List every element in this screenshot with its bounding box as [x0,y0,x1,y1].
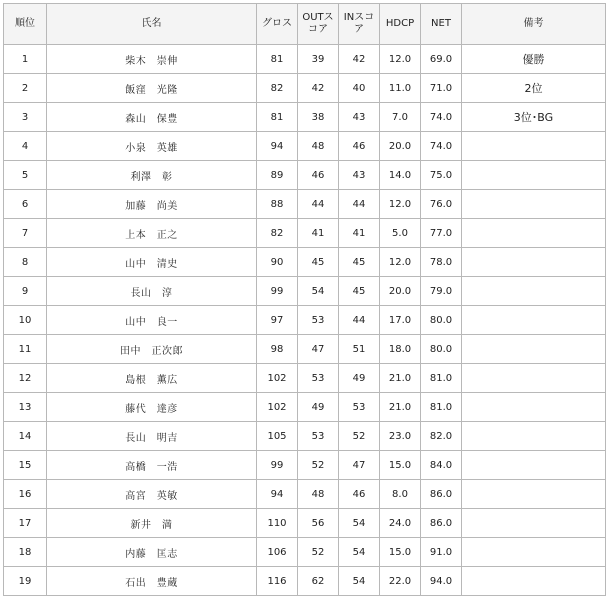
in-score: 53 [339,393,380,422]
player-name: 高宮 英敏 [47,480,257,509]
gross-score: 81 [257,103,298,132]
rank-cell: 8 [4,248,47,277]
in-score: 51 [339,335,380,364]
out-score: 38 [298,103,339,132]
handicap: 21.0 [380,364,421,393]
rank-cell: 15 [4,451,47,480]
remarks [462,451,606,480]
rank-cell: 12 [4,364,47,393]
gross-score: 89 [257,161,298,190]
net-score: 77.0 [421,219,462,248]
out-score: 56 [298,509,339,538]
rank-cell: 19 [4,567,47,596]
header-name: 氏名 [47,4,257,45]
out-score: 48 [298,480,339,509]
rank-cell: 5 [4,161,47,190]
handicap: 14.0 [380,161,421,190]
handicap: 12.0 [380,248,421,277]
handicap: 18.0 [380,335,421,364]
net-score: 71.0 [421,74,462,103]
header-net: NET [421,4,462,45]
table-row [4,364,606,393]
remarks [462,306,606,335]
net-score: 74.0 [421,132,462,161]
rank-cell: 7 [4,219,47,248]
in-score: 41 [339,219,380,248]
player-name: 藤代 達彦 [47,393,257,422]
table-row [4,422,606,451]
player-name: 田中 正次郎 [47,335,257,364]
net-score: 78.0 [421,248,462,277]
gross-score: 90 [257,248,298,277]
table-row [4,74,606,103]
table-row [4,451,606,480]
remarks [462,219,606,248]
header-in: INスコア [339,4,380,45]
gross-score: 110 [257,509,298,538]
rank-cell: 16 [4,480,47,509]
rank-cell: 1 [4,45,47,74]
player-name: 高橋 一浩 [47,451,257,480]
handicap: 23.0 [380,422,421,451]
out-score: 39 [298,45,339,74]
rank-cell: 4 [4,132,47,161]
in-score: 54 [339,509,380,538]
table-row [4,103,606,132]
gross-score: 105 [257,422,298,451]
net-score: 81.0 [421,393,462,422]
in-score: 40 [339,74,380,103]
in-score: 54 [339,567,380,596]
in-score: 45 [339,277,380,306]
player-name: 飯窪 光隆 [47,74,257,103]
remarks [462,190,606,219]
player-name: 加藤 尚美 [47,190,257,219]
in-score: 52 [339,422,380,451]
net-score: 86.0 [421,509,462,538]
rank-cell: 3 [4,103,47,132]
handicap: 11.0 [380,74,421,103]
out-score: 52 [298,538,339,567]
header-out: OUTスコア [298,4,339,45]
out-score: 44 [298,190,339,219]
remarks [462,393,606,422]
remarks: 3位･BG [462,103,606,132]
in-score: 42 [339,45,380,74]
table-row [4,393,606,422]
handicap: 15.0 [380,451,421,480]
net-score: 86.0 [421,480,462,509]
header-row [4,4,606,45]
header-note: 備考 [462,4,606,45]
player-name: 森山 保豊 [47,103,257,132]
table-row [4,306,606,335]
out-score: 46 [298,161,339,190]
net-score: 94.0 [421,567,462,596]
gross-score: 99 [257,277,298,306]
gross-score: 82 [257,219,298,248]
handicap: 24.0 [380,509,421,538]
remarks [462,161,606,190]
player-name: 長山 淳 [47,277,257,306]
gross-score: 82 [257,74,298,103]
net-score: 79.0 [421,277,462,306]
rank-cell: 18 [4,538,47,567]
rank-cell: 13 [4,393,47,422]
out-score: 48 [298,132,339,161]
handicap: 22.0 [380,567,421,596]
table-row [4,161,606,190]
out-score: 47 [298,335,339,364]
rank-cell: 6 [4,190,47,219]
gross-score: 81 [257,45,298,74]
rank-cell: 9 [4,277,47,306]
out-score: 49 [298,393,339,422]
table-row [4,132,606,161]
rank-cell: 10 [4,306,47,335]
player-name: 新井 満 [47,509,257,538]
player-name: 山中 清史 [47,248,257,277]
remarks [462,335,606,364]
table-row [4,277,606,306]
in-score: 46 [339,480,380,509]
net-score: 76.0 [421,190,462,219]
net-score: 81.0 [421,364,462,393]
remarks [462,422,606,451]
table-row [4,248,606,277]
player-name: 長山 明吉 [47,422,257,451]
remarks [462,538,606,567]
in-score: 45 [339,248,380,277]
out-score: 45 [298,248,339,277]
gross-score: 97 [257,306,298,335]
gross-score: 102 [257,364,298,393]
net-score: 84.0 [421,451,462,480]
gross-score: 94 [257,132,298,161]
header-rank: 順位 [4,4,47,45]
table-row [4,567,606,596]
remarks [462,509,606,538]
out-score: 41 [298,219,339,248]
player-name: 利澤 彰 [47,161,257,190]
remarks [462,480,606,509]
net-score: 82.0 [421,422,462,451]
gross-score: 102 [257,393,298,422]
rank-cell: 17 [4,509,47,538]
results-body [4,45,606,596]
handicap: 17.0 [380,306,421,335]
net-score: 69.0 [421,45,462,74]
player-name: 内藤 匡志 [47,538,257,567]
out-score: 62 [298,567,339,596]
remarks: 2位 [462,74,606,103]
in-score: 44 [339,306,380,335]
player-name: 山中 良一 [47,306,257,335]
table-row [4,480,606,509]
header-gross: グロス [257,4,298,45]
remarks [462,277,606,306]
gross-score: 106 [257,538,298,567]
player-name: 上本 正之 [47,219,257,248]
table-row [4,190,606,219]
net-score: 80.0 [421,335,462,364]
gross-score: 98 [257,335,298,364]
remarks [462,132,606,161]
in-score: 43 [339,103,380,132]
rank-cell: 2 [4,74,47,103]
handicap: 15.0 [380,538,421,567]
gross-score: 94 [257,480,298,509]
net-score: 74.0 [421,103,462,132]
handicap: 5.0 [380,219,421,248]
table-row [4,335,606,364]
handicap: 7.0 [380,103,421,132]
table-row [4,509,606,538]
out-score: 52 [298,451,339,480]
in-score: 44 [339,190,380,219]
player-name: 島根 薫広 [47,364,257,393]
player-name: 小泉 英雄 [47,132,257,161]
out-score: 54 [298,277,339,306]
out-score: 53 [298,422,339,451]
gross-score: 116 [257,567,298,596]
out-score: 53 [298,306,339,335]
in-score: 46 [339,132,380,161]
out-score: 42 [298,74,339,103]
header-hdcp: HDCP [380,4,421,45]
in-score: 47 [339,451,380,480]
handicap: 21.0 [380,393,421,422]
net-score: 75.0 [421,161,462,190]
net-score: 80.0 [421,306,462,335]
handicap: 12.0 [380,190,421,219]
in-score: 43 [339,161,380,190]
in-score: 49 [339,364,380,393]
handicap: 20.0 [380,277,421,306]
remarks [462,567,606,596]
player-name: 石出 豊蔵 [47,567,257,596]
net-score: 91.0 [421,538,462,567]
in-score: 54 [339,538,380,567]
handicap: 20.0 [380,132,421,161]
rank-cell: 14 [4,422,47,451]
remarks: 優勝 [462,45,606,74]
gross-score: 88 [257,190,298,219]
results-table [3,3,606,596]
remarks [462,364,606,393]
table-row [4,45,606,74]
gross-score: 99 [257,451,298,480]
table-row [4,538,606,567]
handicap: 12.0 [380,45,421,74]
remarks [462,248,606,277]
handicap: 8.0 [380,480,421,509]
table-row [4,219,606,248]
rank-cell: 11 [4,335,47,364]
out-score: 53 [298,364,339,393]
player-name: 柴木 崇伸 [47,45,257,74]
